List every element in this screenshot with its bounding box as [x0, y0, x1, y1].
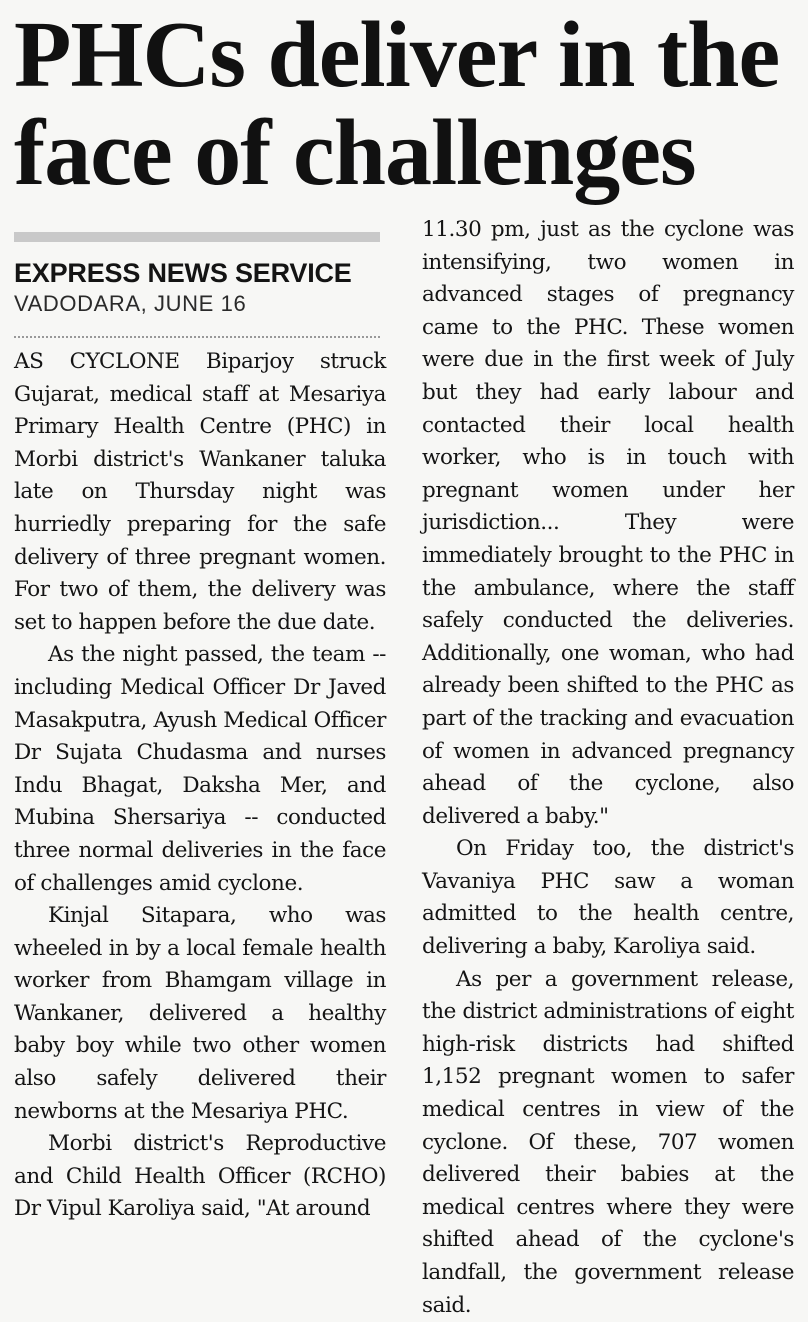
byline: EXPRESS NEWS SERVICE [14, 258, 352, 288]
paragraph-vavaniya: On Friday too, the district's Vavaniya PHC saw a woman admitted to the health centre, delivering a baby, Karoliya said. [422, 836, 794, 960]
paragraph-quote: 11.30 pm, just as the cyclone was intensifying, two women in advanced stages of pregnancy came to the PHC. These women were due in the first week of July but they had early labour and contacted their local health worker, who is in touch with pregnant women under her jurisdiction... They were immediately brought to the PHC in the ambulance, where the staff safely conducted the deliveries. Additionally, one woman, who had already been shifted to the PHC as part of the tracking and evacuation of women in advanced pregnancy ahead of the cyclone, also delivered a baby." [422, 217, 794, 829]
paragraph-team: As the night passed, the team -- including Medical Officer Dr Javed Masakputra, Ayush Medical Officer Dr Sujata Chudasma and nurses Indu Bhagat, Daksha Mer, and Mubina Shersariya -- conducted three normal deliveries in the face of challenges amid cyclone. [14, 642, 386, 896]
headline-line-2: face of challenges [14, 101, 696, 205]
headline-line-1: PHCs deliver in the [14, 3, 780, 107]
paragraph-kinjal: Kinjal Sitapara, who was wheeled in by a local female health worker from Bhamgam village in Wankaner, delivered a healthy baby boy while two other women also safely delivered their newborns at the Mesariya PHC. [14, 903, 386, 1124]
dotted-divider [14, 336, 380, 338]
dateline: VADODARA, JUNE 16 [14, 291, 247, 316]
headline [14, 3, 794, 205]
left-column [14, 222, 386, 1226]
paragraph-release: As per a government release, the district administrations of eight high-risk districts had shifted 1,152 pregnant women to safer medical centres in view of the cyclone. Of these, 707 women delivered their babies at the medical centres where they were shifted ahead of the cyclone's landfall, the government release said. [422, 966, 794, 1318]
right-column [422, 214, 794, 1322]
byline-rule [14, 232, 380, 242]
paragraph-rcho: Morbi district's Reproductive and Child Health Officer (RCHO) Dr Vipul Karoliya said, "At around [14, 1131, 386, 1222]
paragraph-lead: AS CYCLONE Biparjoy struck Gujarat, medical staff at Mesariya Primary Health Centre (PHC) in Morbi district's Wankaner taluka late on Thursday night was hurriedly preparing for the safe delivery of three pregnant women. For two of them, the delivery was set to happen before the due date. [14, 349, 386, 635]
